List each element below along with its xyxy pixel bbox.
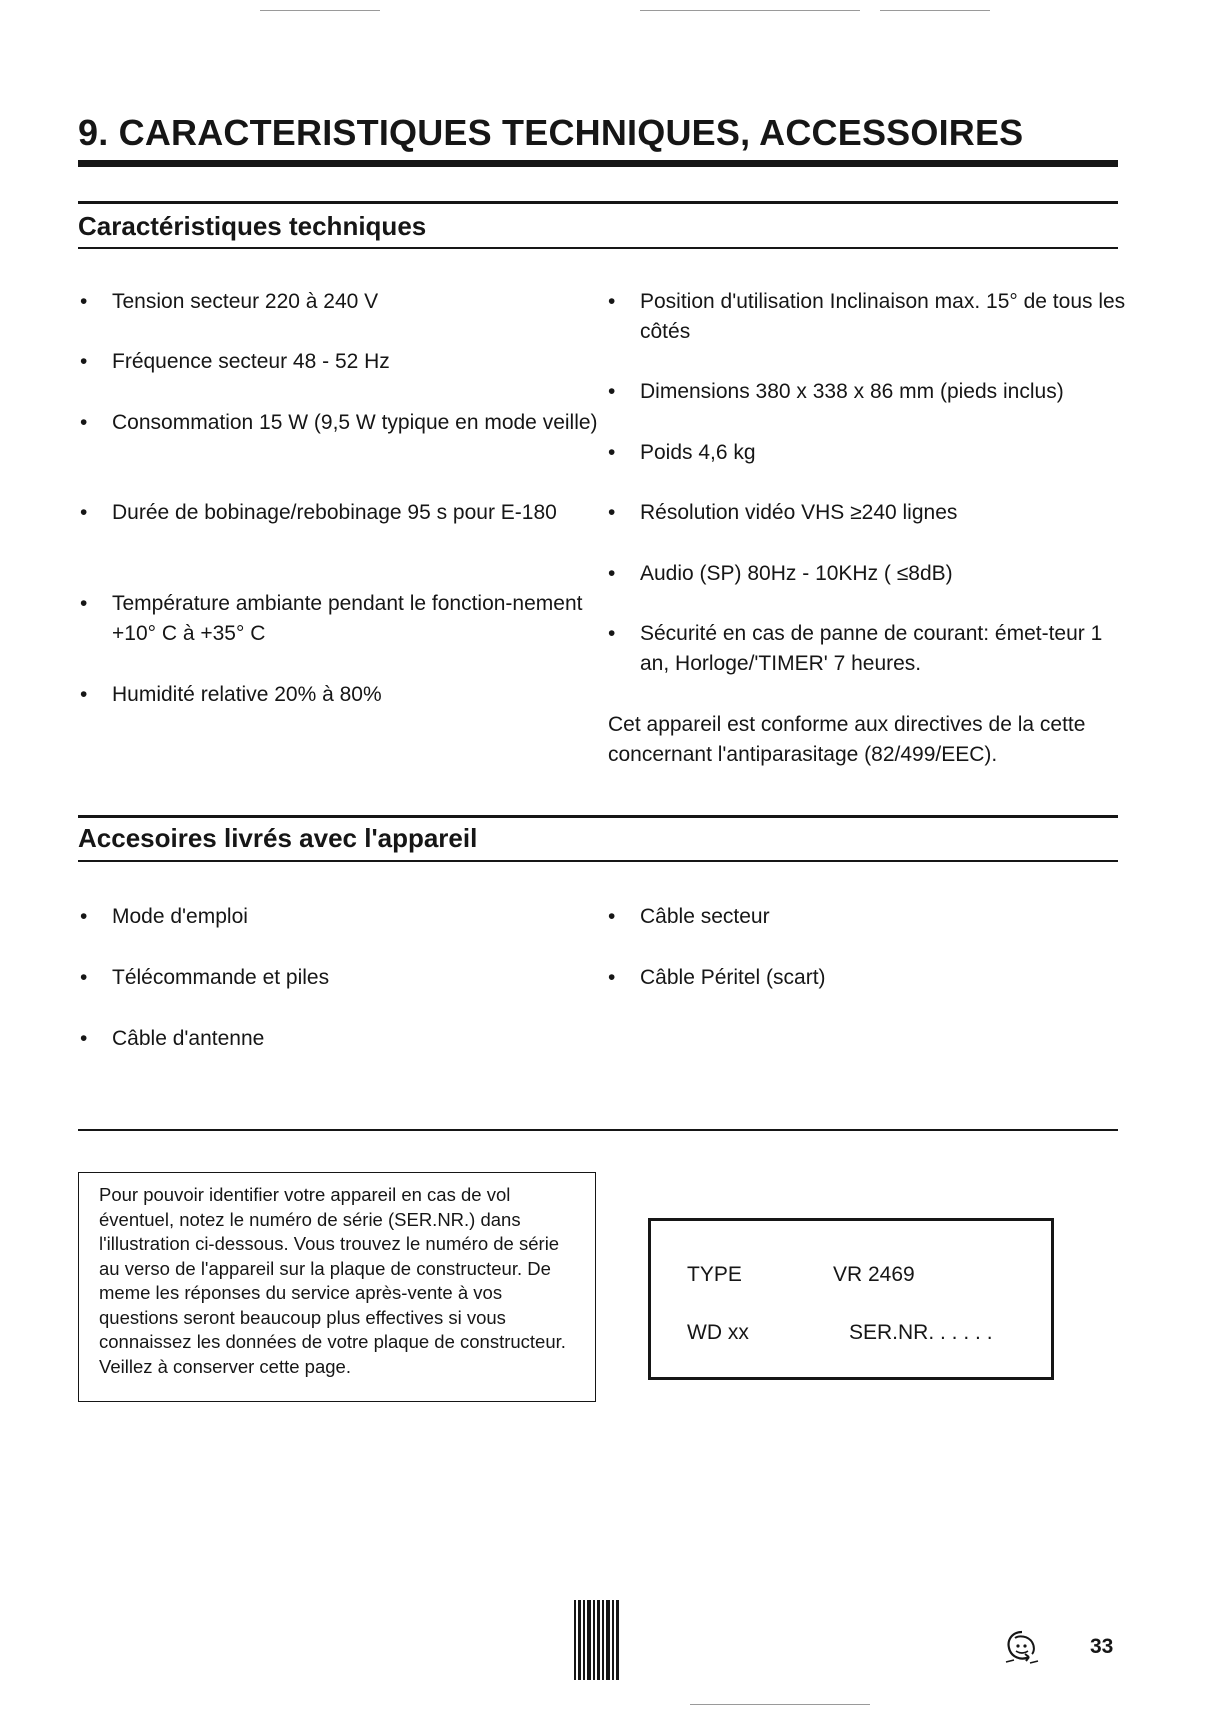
spec-text: Poids 4,6 kg	[640, 441, 756, 464]
bullet-icon: •	[80, 592, 88, 615]
spec-text: Température ambiante pendant le fonction-nement +10° C à +35° C	[112, 592, 583, 645]
spec-item	[80, 680, 600, 710]
spec-item	[80, 589, 600, 649]
recycle-paper-icon	[1002, 1628, 1042, 1666]
section-divider	[78, 1129, 1118, 1131]
bullet-icon: •	[608, 905, 616, 928]
spec-item	[608, 377, 1128, 407]
serial-info-text: Pour pouvoir identifier votre appareil en cas de vol éventuel, notez le numéro de série (SER.NR.) dans l'illustration ci-dessous. Vous trouvez le numéro de série au verso de l'appareil sur la plaque de constructeur. De meme les réponses du service après-vente à vos questions seront beaucoup plus effectives si vous connaissez les données de votre plaque de constructeur. Veillez à conserver cette page.	[99, 1184, 566, 1377]
accessory-item	[80, 963, 600, 993]
bullet-icon: •	[608, 562, 616, 585]
scan-mark	[260, 10, 380, 11]
title-underline	[78, 160, 1118, 167]
spec-item	[80, 498, 600, 528]
bullet-icon: •	[80, 290, 88, 313]
spec-item	[608, 619, 1128, 679]
accessory-item	[608, 963, 1128, 993]
accessory-text: Câble d'antenne	[112, 1027, 265, 1050]
bullet-icon: •	[80, 350, 88, 373]
spec-item	[608, 559, 1128, 589]
type-label: TYPE	[687, 1263, 742, 1286]
section-rule-top	[78, 201, 1118, 204]
spec-text: Consommation 15 W (9,5 W typique en mode veille)	[112, 411, 598, 434]
spec-item	[608, 287, 1128, 347]
scan-mark	[690, 1704, 870, 1705]
spec-text: Humidité relative 20% à 80%	[112, 683, 382, 706]
spec-text: Résolution vidéo VHS ≥240 lignes	[640, 501, 958, 524]
spec-text: Audio (SP) 80Hz - 10KHz ( ≤8dB)	[640, 562, 953, 585]
accessory-text: Câble secteur	[640, 905, 770, 928]
section-title-specs: Caractéristiques techniques	[78, 211, 427, 241]
bullet-icon: •	[608, 290, 616, 313]
spec-text: Durée de bobinage/rebobinage 95 s pour E-180	[112, 501, 557, 524]
bullet-icon: •	[608, 380, 616, 403]
conformity-note: Cet appareil est conforme aux directives de la cette concernant l'antiparasitage (82/499/EEC).	[608, 713, 1086, 766]
spec-text: Dimensions 380 x 338 x 86 mm (pieds inclus)	[640, 380, 1064, 403]
bullet-icon: •	[608, 501, 616, 524]
spec-text: Sécurité en cas de panne de courant: émet-teur 1 an, Horloge/'TIMER' 7 heures.	[640, 622, 1103, 675]
accessory-text: Câble Péritel (scart)	[640, 966, 826, 989]
section-rule-top	[78, 815, 1118, 818]
accessory-text: Télécommande et piles	[112, 966, 330, 989]
bullet-icon: •	[80, 411, 88, 434]
bullet-icon: •	[80, 1027, 88, 1050]
section-rule-bottom	[78, 247, 1118, 249]
spec-item	[80, 287, 600, 317]
accessory-item	[80, 902, 600, 932]
bullet-icon: •	[608, 622, 616, 645]
type-plate	[648, 1218, 1054, 1380]
barcode	[574, 1600, 620, 1680]
accessory-item	[608, 902, 1128, 932]
sernr-label: SER.NR. . . . . .	[849, 1321, 993, 1344]
spec-item	[80, 347, 600, 377]
page-number: 33	[1090, 1635, 1114, 1658]
type-value: VR 2469	[833, 1263, 915, 1286]
spec-text: Fréquence secteur 48 - 52 Hz	[112, 350, 390, 373]
spec-text: Tension secteur 220 à 240 V	[112, 290, 379, 313]
bullet-icon: •	[80, 905, 88, 928]
bullet-icon: •	[80, 683, 88, 706]
wd-label: WD xx	[687, 1321, 749, 1344]
spec-item	[80, 408, 600, 438]
accessory-text: Mode d'emploi	[112, 905, 248, 928]
spec-item	[608, 438, 1128, 468]
bullet-icon: •	[80, 501, 88, 524]
spec-text: Position d'utilisation Inclinaison max. 15° de tous les côtés	[640, 290, 1126, 343]
bullet-icon: •	[608, 441, 616, 464]
serial-info-box	[78, 1172, 596, 1402]
section-rule-bottom	[78, 860, 1118, 862]
scan-mark	[640, 10, 860, 11]
page-title: 9. CARACTERISTIQUES TECHNIQUES, ACCESSOIRES	[78, 112, 1024, 153]
section-title-accessories: Accesoires livrés avec l'appareil	[78, 823, 478, 853]
scan-mark	[880, 10, 990, 11]
bullet-icon: •	[80, 966, 88, 989]
spec-item	[608, 498, 1128, 528]
bullet-icon: •	[608, 966, 616, 989]
accessory-item	[80, 1024, 600, 1054]
